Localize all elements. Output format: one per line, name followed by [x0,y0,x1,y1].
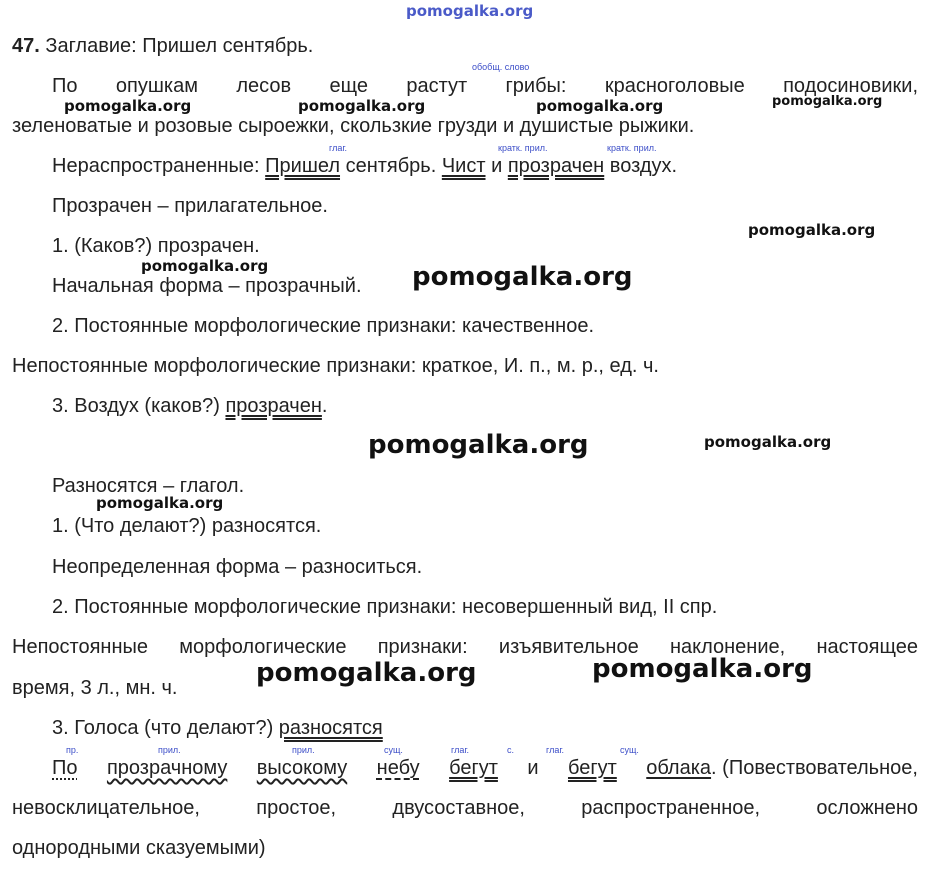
annotation-verb: глаг. [451,745,470,755]
watermark: pomogalka.org [412,262,633,292]
word-po: По [52,757,78,779]
predicate-prozrachen: прозрачен [225,395,322,417]
line-verb-point-3 [52,716,383,740]
line-point-2: 2. Постоянные морфологические признаки: качественное. [52,315,595,337]
annotation-verb: глаг. [329,143,348,153]
watermark: pomogalka.org [368,430,589,460]
text-fragment: 3. Голоса (что делают?) [52,717,279,739]
watermark: pomogalka.org [256,658,477,688]
annotation-noun: сущ. [620,745,639,755]
watermark: pomogalka.org [64,97,192,115]
annotation-short-adj: кратк. прил. [607,143,657,153]
parsed-sentence-line-3: однородными сказуемыми) [12,837,266,859]
parsed-sentence-line-1 [52,756,918,780]
word-i: и [527,757,539,779]
word-begut: бегут [449,757,498,779]
watermark: pomogalka.org [748,221,876,239]
text-fragment: 3. Воздух (каков?) [52,395,226,417]
word-begut: бегут [567,757,617,779]
text-fragment: . [321,395,328,417]
watermark: pomogalka.org [298,97,426,115]
parsed-sentence-line-2: невосклицательное, простое, двусоставное, распространенное, осложнено [12,797,918,819]
line-initial-form: Начальная форма – прозрачный. [52,275,362,297]
line-point-1: 1. (Каков?) прозрачен. [52,235,260,257]
annotation-generalizing-word: обобщ. слово [472,62,530,72]
word-nebu: небу [376,757,420,779]
watermark: pomogalka.org [96,494,224,512]
text-fragment: и [485,155,508,177]
line-nonconstant-features-2-cont: время, 3 л., мн. ч. [12,677,178,699]
annotation-preposition: пр. [66,745,79,755]
annotation-noun: сущ. [384,745,403,755]
watermark-top: pomogalka.org [406,2,534,20]
text-fragment: сентябрь. [340,155,442,177]
annotation-short-adj: кратк. прил. [498,143,548,153]
line-raznosyatsya-verb: Разносятся – глагол. [52,475,245,497]
subject-group [646,756,918,780]
line-verb-point-1: 1. (Что делают?) разносятся. [52,515,322,537]
predicate-prishel: Пришел [265,155,341,177]
watermark: pomogalka.org [141,257,269,275]
paragraph-1-line-2: зеленоватые и розовые сыроежки, скользкие грузди и душистые рыжики. [12,115,695,137]
title-text: Заглавие: Пришел сентябрь. [39,35,314,57]
unextended-label: Нераспространенные: [52,155,266,177]
annotation-adjective: прил. [158,745,181,755]
word-oblaka: облака [646,757,712,779]
watermark: pomogalka.org [772,94,883,109]
exercise-title [12,34,313,58]
line-nonconstant-features-1: Непостоянные морфологические признаки: краткое, И. п., м. р., ед. ч. [12,355,659,377]
predicate-chist: Чист [441,155,486,177]
annotation-conjunction: с. [507,745,515,755]
predicate-raznosyatsya: разносятся [278,717,383,739]
word-vysokomu: высокому [256,757,348,779]
line-prozrachen-adjective: Прозрачен – прилагательное. [52,195,328,217]
line-infinitive: Неопределенная форма – разноситься. [52,556,423,578]
line-point-3 [52,394,327,418]
word-prozrachnomu: прозрачному [106,757,228,779]
watermark: pomogalka.org [704,433,832,451]
unextended-sentences-line [52,154,677,178]
watermark: pomogalka.org [536,97,664,115]
annotation-adjective: прил. [292,745,315,755]
predicate-prozrachen: прозрачен [507,155,605,177]
annotation-verb: глаг. [546,745,565,755]
exercise-number: 47. [12,35,40,57]
text-fragment: . (Повествовательное, [711,757,918,779]
paragraph-1-line-1: По опушкам лесов еще растут грибы: красноголовые подосиновики, [52,75,918,97]
line-nonconstant-features-2: Непостоянные морфологические признаки: изъявительное наклонение, настоящее [12,636,918,658]
text-fragment: воздух. [604,155,678,177]
watermark: pomogalka.org [592,654,813,684]
line-verb-point-2: 2. Постоянные морфологические признаки: несовершенный вид, II спр. [52,596,718,618]
